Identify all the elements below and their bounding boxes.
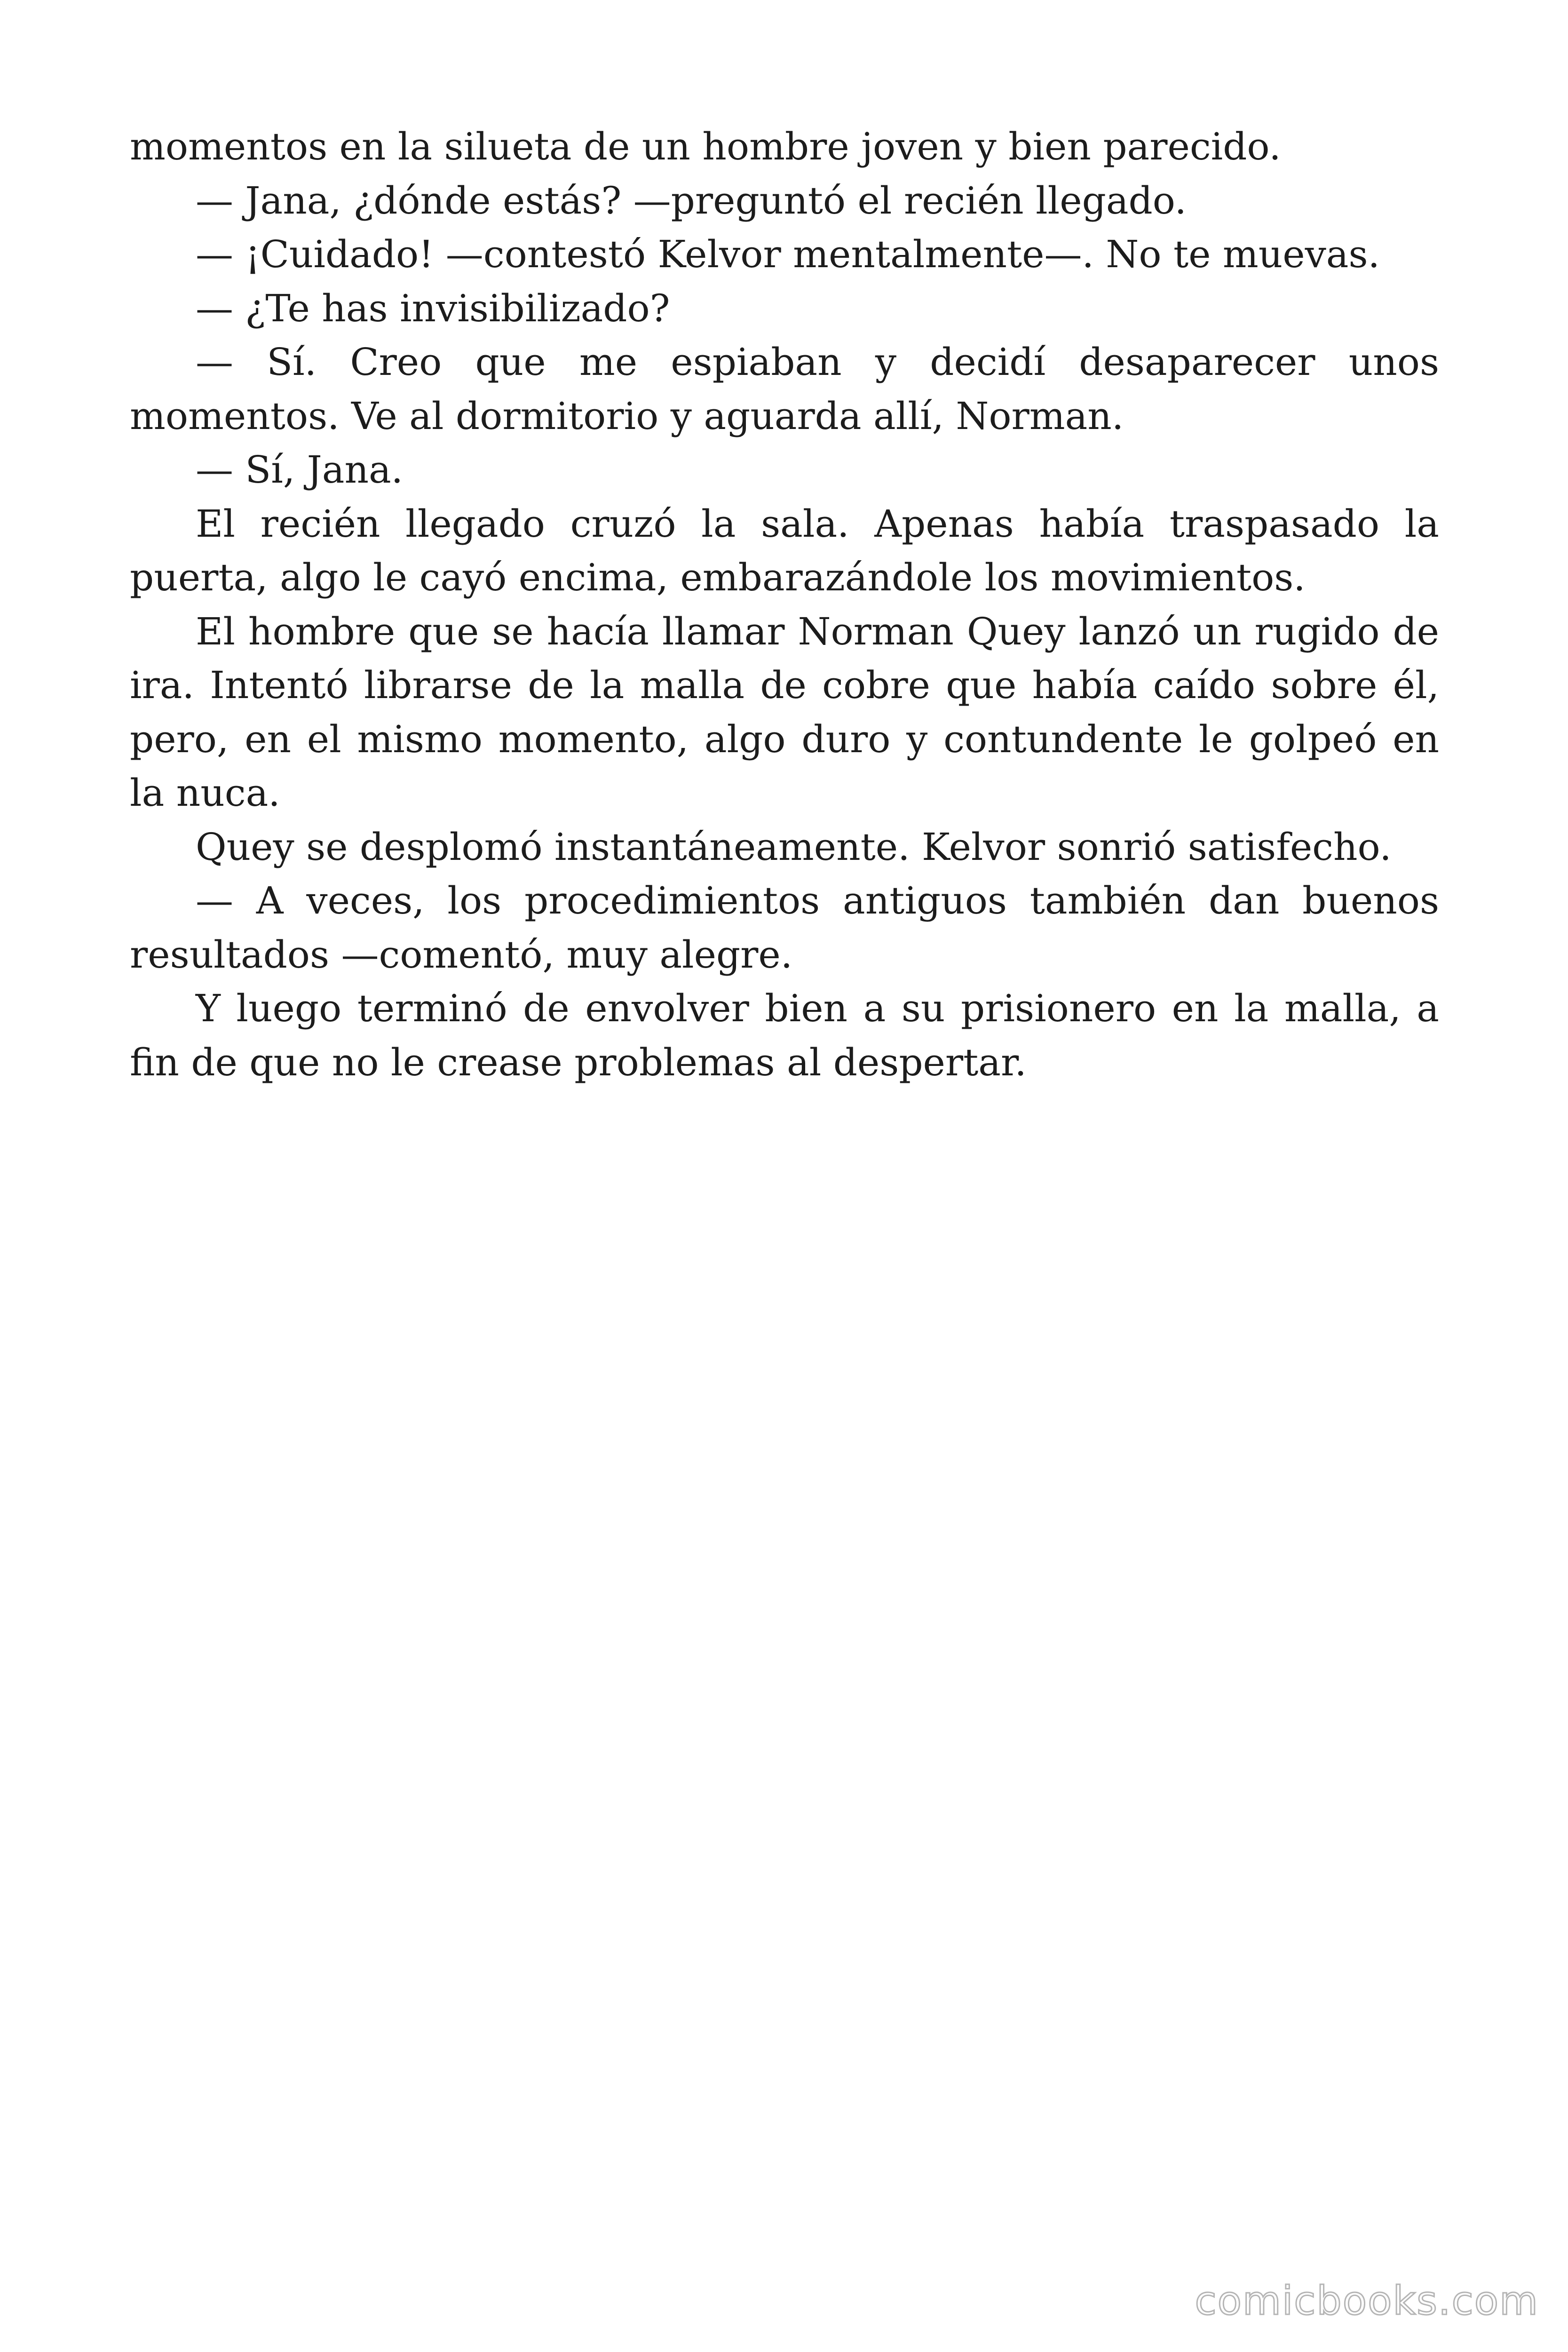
paragraph-dialogue: — Sí. Creo que me espiaban y decidí desaparecer unos momentos. Ve al dormitorio y aguarda allí, Norman.: [130, 340, 1439, 438]
watermark-logo: comicbooks.com: [1195, 2278, 1539, 2324]
paragraph-dialogue: — ¡Cuidado! —contestó Kelvor mentalmente—. No te muevas.: [196, 232, 1380, 276]
paragraph-narration: El hombre que se hacía llamar Norman Quey lanzó un rugido de ira. Intentó librarse de la malla de cobre que había caído sobre él, pero, en el mismo momento, algo duro y contundente le golpeó en la nuca.: [130, 609, 1439, 815]
paragraph-dialogue: — Jana, ¿dónde estás? —preguntó el recién llegado.: [196, 178, 1187, 222]
paragraph-continuation: momentos en la silueta de un hombre joven y bien parecido.: [130, 125, 1281, 168]
body-text: [130, 120, 1439, 1089]
paragraph-dialogue: — Sí, Jana.: [196, 448, 404, 492]
paragraph-dialogue: — ¿Te has invisibilizado?: [196, 286, 670, 330]
paragraph-dialogue: — A veces, los procedimientos antiguos también dan buenos resultados —comentó, muy alegre.: [130, 879, 1439, 977]
paragraph-narration: Y luego terminó de envolver bien a su prisionero en la malla, a fin de que no le crease problemas al despertar.: [130, 986, 1439, 1084]
paragraph-narration: El recién llegado cruzó la sala. Apenas había traspasado la puerta, algo le cayó encima, embarazándole los movimientos.: [130, 501, 1439, 599]
paragraph-narration: Quey se desplomó instantáneamente. Kelvor sonrió satisfecho.: [196, 825, 1392, 869]
